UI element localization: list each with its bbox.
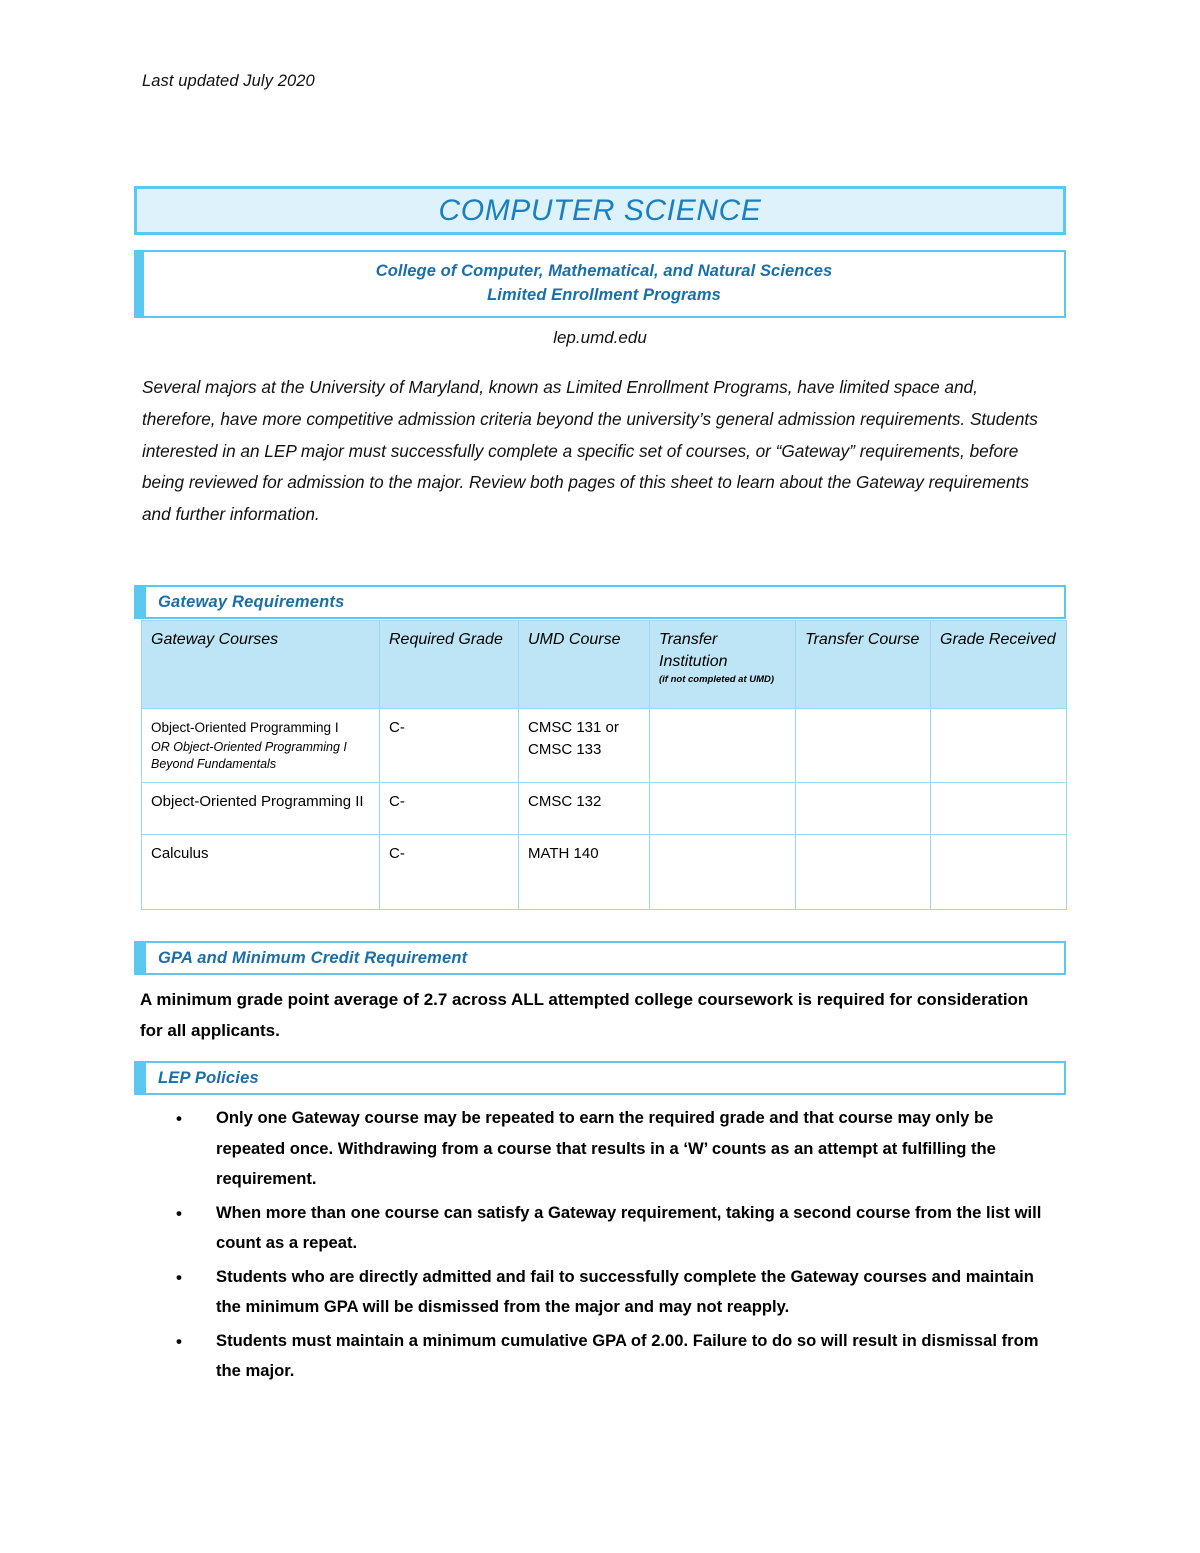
column-header-transfer-institution-note: (if not completed at UMD) (659, 674, 775, 686)
lep-policies-list (140, 1103, 1060, 1390)
list-item (140, 1103, 1060, 1195)
policy-text: Students must maintain a minimum cumulative GPA of 2.00. Failure to do so will result in dismissal from the major. (216, 1330, 1039, 1381)
policy-text: Students who are directly admitted and fail to successfully complete the Gateway courses and maintain the minimum GPA will be dismissed from the major and may not reapply. (216, 1266, 1034, 1317)
cell-required-grade: C- (380, 835, 519, 910)
list-item (140, 1326, 1060, 1387)
bullet-icon: • (176, 1331, 182, 1351)
cell-required-grade: C- (380, 709, 519, 783)
program-name: Limited Enrollment Programs (487, 286, 721, 304)
column-header-grade-received: Grade Received (931, 621, 1067, 709)
gpa-requirement-text: A minimum grade point average of 2.7 across ALL attempted college coursework is required for consideration for all applicants. (140, 990, 1029, 1040)
section-label-lep-policies: LEP Policies (158, 1068, 259, 1087)
section-header-gpa-requirement (134, 941, 1066, 975)
column-header-umd-course: UMD Course (519, 621, 650, 709)
cell-umd-course: MATH 140 (519, 835, 650, 910)
cell-transfer-course[interactable] (796, 835, 931, 910)
course-name: Object-Oriented Programming I (151, 720, 339, 735)
table-row (142, 835, 1067, 910)
cell-grade-received[interactable] (931, 709, 1067, 783)
table-header-row-group (142, 621, 1067, 709)
column-header-transfer-institution-label: Transfer Institution (659, 631, 728, 670)
cell-transfer-institution[interactable] (650, 783, 796, 835)
college-subtitle-box (134, 250, 1066, 318)
section-header-gateway-requirements (134, 585, 1066, 619)
cell-transfer-institution[interactable] (650, 835, 796, 910)
intro-paragraph: Several majors at the University of Maryland, known as Limited Enrollment Programs, have limited space and, therefore, have more competitive admission criteria beyond the university’s general admission requirements. Students interested in an LEP major must successfully complete a specific set of courses, or “Gateway” requirements, before being reviewed for admission to the major. Review both pages of this sheet to learn about the Gateway requirements and further information. (142, 377, 1038, 525)
column-header-transfer-course: Transfer Course (796, 621, 931, 709)
table-header-row (142, 621, 1067, 709)
cell-transfer-course[interactable] (796, 709, 931, 783)
policy-text: Only one Gateway course may be repeated to earn the required grade and that course may only be repeated once. Withdrawing from a course that results in a ‘W’ counts as an attempt at fulfilling the requirement. (216, 1108, 996, 1189)
cell-umd-course: CMSC 132 (519, 783, 650, 835)
list-item (140, 1262, 1060, 1323)
program-title-box (134, 186, 1066, 235)
column-header-required-grade: Required Grade (380, 621, 519, 709)
bullet-icon: • (176, 1267, 182, 1287)
cell-grade-received[interactable] (931, 783, 1067, 835)
page-title: COMPUTER SCIENCE (438, 193, 762, 227)
table-row (142, 709, 1067, 783)
policy-text: When more than one course can satisfy a Gateway requirement, taking a second course from the list will count as a repeat. (216, 1202, 1042, 1253)
cell-gateway-course (142, 709, 380, 783)
cell-umd-course: CMSC 131 or CMSC 133 (519, 709, 650, 783)
gateway-requirements-table (141, 620, 1067, 910)
section-label-gpa-requirement: GPA and Minimum Credit Requirement (158, 948, 468, 967)
column-header-gateway-courses: Gateway Courses (142, 621, 380, 709)
column-header-transfer-institution (650, 621, 796, 709)
cell-transfer-institution[interactable] (650, 709, 796, 783)
bullet-icon: • (176, 1203, 182, 1223)
table-body (142, 709, 1067, 910)
cell-transfer-course[interactable] (796, 783, 931, 835)
list-item (140, 1198, 1060, 1259)
cell-grade-received[interactable] (931, 835, 1067, 910)
website-url: lep.umd.edu (553, 328, 647, 347)
bullet-icon: • (176, 1109, 182, 1128)
table-row (142, 783, 1067, 835)
last-updated-text: Last updated July 2020 (142, 72, 315, 90)
course-alternative: OR Object-Oriented Programming I Beyond Fundamentals (151, 739, 347, 771)
college-name: College of Computer, Mathematical, and Natural Sciences (375, 262, 833, 281)
section-header-lep-policies (134, 1061, 1066, 1095)
section-label-gateway-requirements: Gateway Requirements (158, 592, 345, 611)
cell-gateway-course: Calculus (142, 835, 380, 910)
cell-gateway-course: Object-Oriented Programming II (142, 783, 380, 835)
cell-required-grade: C- (380, 783, 519, 835)
